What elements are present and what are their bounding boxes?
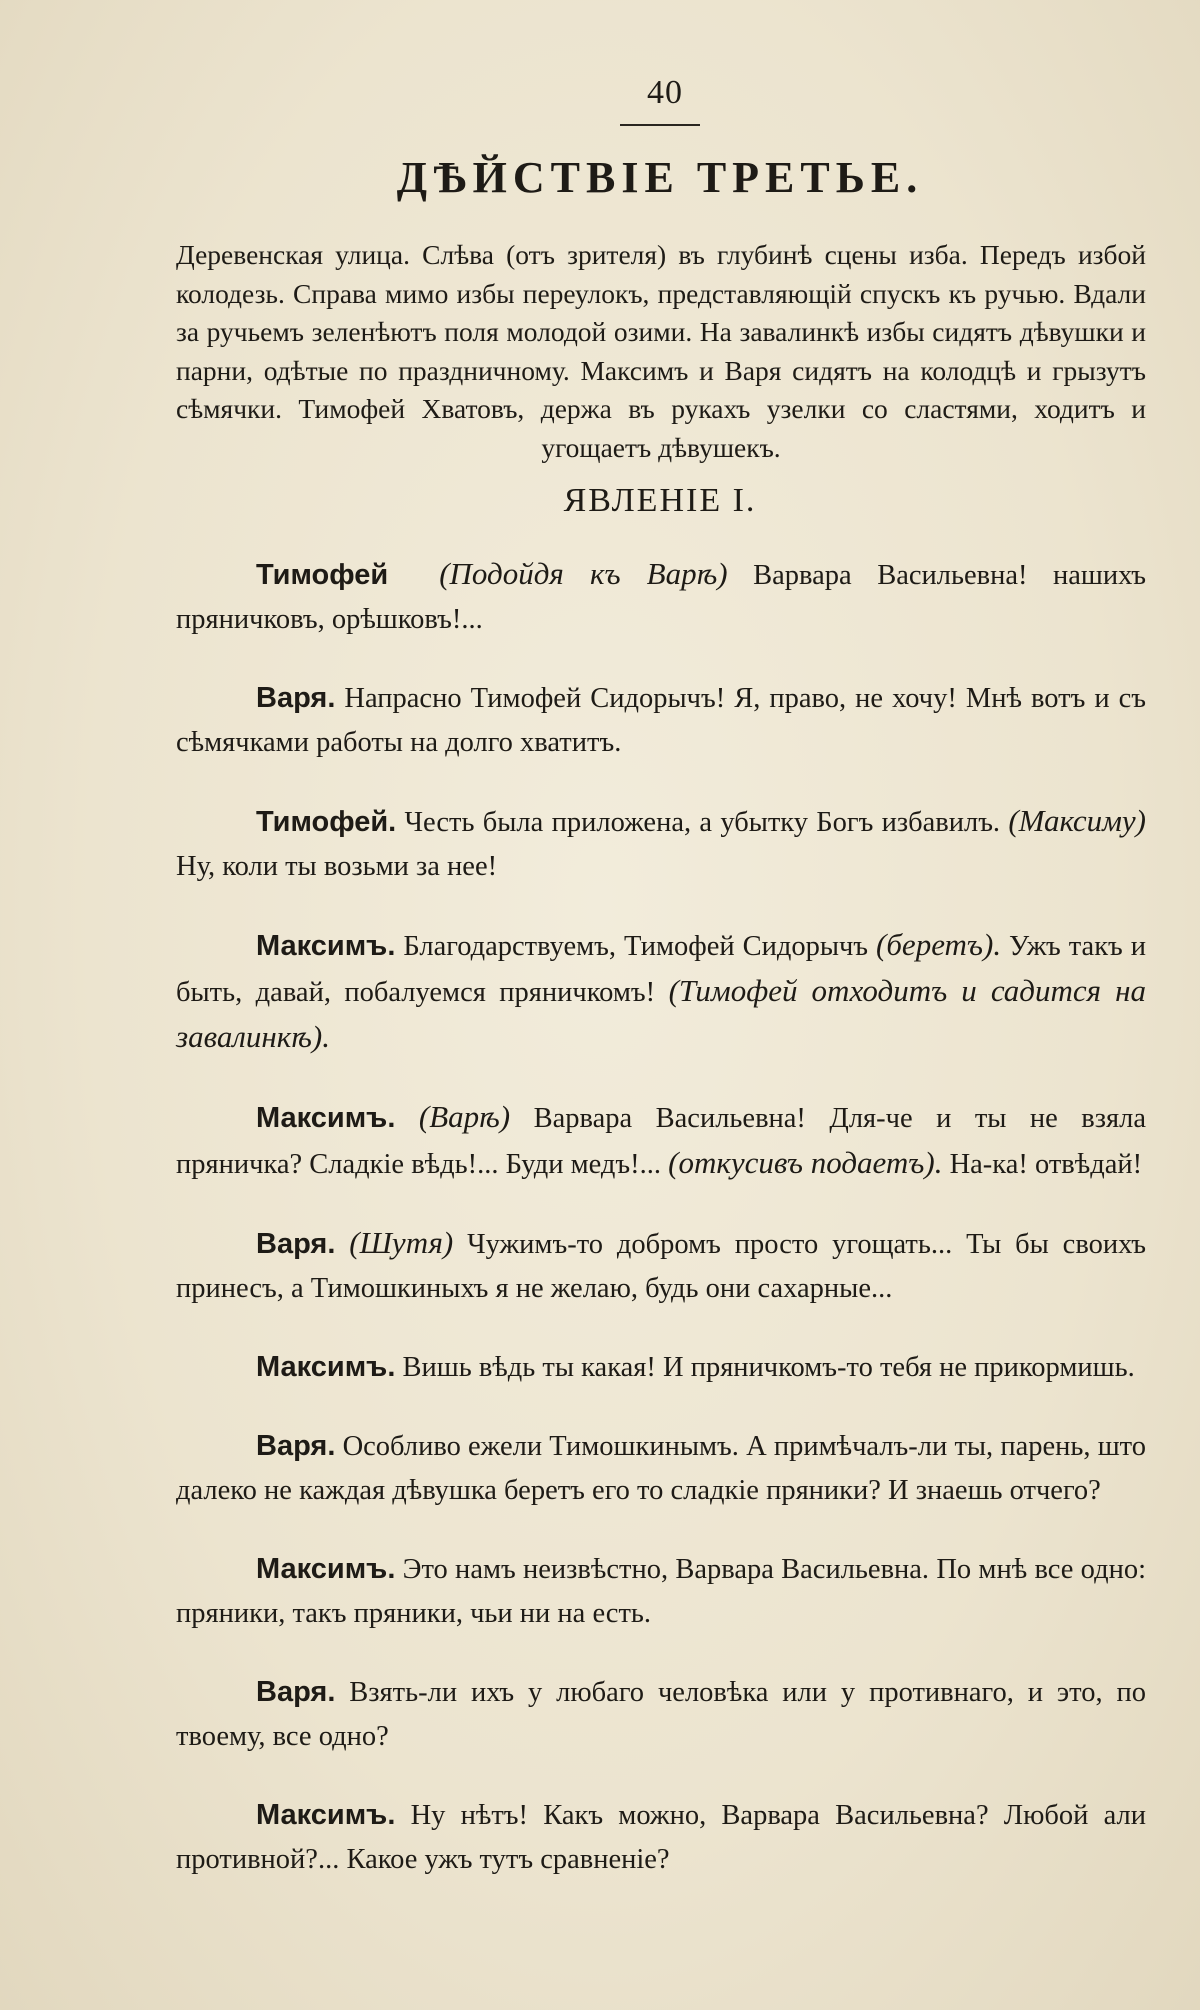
line-text: Благодарствуемъ, Тимофей Сидорычъ	[395, 931, 877, 962]
line-text: На-ка! отвѣдай!	[942, 1149, 1143, 1180]
speaker-name: Максимъ.	[256, 1102, 396, 1134]
line-text: Варвара Васильевна! нашихъ пряничковъ, орѣшковъ!...	[176, 560, 1147, 635]
speaker-name: Тимофей	[256, 559, 389, 591]
dialogue-line	[176, 923, 1146, 1061]
speaker-name: Максимъ.	[256, 930, 396, 962]
line-text: Ну, коли ты возьми за нее!	[176, 851, 498, 882]
stage-note: (Тимофей отходитъ и садится на завалинкѣ).	[176, 973, 1147, 1054]
dialogue-line	[176, 552, 1146, 642]
line-text: Взять-ли ихъ у любаго человѣка или у противнаго, и это, по твоему, все одно?	[176, 1677, 1146, 1752]
speaker-name: Максимъ.	[256, 1799, 396, 1831]
stage-note: (Подойдя къ Варѣ)	[439, 556, 728, 591]
speaker-name: Варя.	[256, 1228, 336, 1260]
act-title: ДѢЙСТВІЕ ТРЕТЬЕ.	[396, 153, 924, 202]
stage-note: (Варѣ)	[418, 1099, 511, 1134]
dialogue-line	[176, 676, 1146, 765]
line-text: Вишь вѣдь ты какая! И пряничкомъ-то тебя не прикормишь.	[395, 1352, 1135, 1383]
line-text: Напрасно Тимофей Сидорычъ! Я, право, не хочу! Мнѣ вотъ и съ сѣмячками работы на долго хватитъ.	[176, 683, 1146, 758]
dialogue	[176, 552, 1146, 1916]
speaker-name: Варя.	[256, 1430, 336, 1462]
stage-direction: Деревенская улица. Слѣва (отъ зрителя) въ глубинѣ сцены изба. Передъ избой колодезь. Справа мимо избы переулокъ, представляющій спускъ къ ручью. Вдали за ручьемъ зеленѣютъ поля молодой озими. На завалинкѣ избы сидятъ дѣвушки и парни, одѣтые по праздничному. Максимъ и Варя сидятъ на колодцѣ и грызутъ сѣмячки. Тимофей Хватовъ, держа въ рукахъ узелки со сластями, ходитъ и угощаетъ дѣвушекъ.	[176, 239, 1146, 463]
line-text: Особливо ежели Тимошкинымъ. А примѣчалъ-ли ты, парень, што далеко не каждая дѣвушка беретъ его то сладкіе пряники? И знаешь отчего?	[176, 1431, 1146, 1506]
speaker-name: Варя.	[256, 1676, 336, 1708]
dialogue-line	[176, 1345, 1146, 1390]
dialogue-line	[176, 1424, 1146, 1513]
dialogue-line	[176, 1221, 1146, 1311]
page-number: 40	[647, 74, 683, 111]
scene-title: ЯВЛЕНІЕ I.	[563, 482, 757, 519]
speaker-name: Максимъ.	[256, 1553, 396, 1585]
stage-note: (откусивъ подаетъ).	[668, 1145, 943, 1180]
stage-note: (Шутя)	[349, 1225, 454, 1260]
line-text: Честь была приложена, а убытку Богъ избавилъ.	[396, 807, 1009, 838]
dialogue-line	[176, 1793, 1146, 1882]
speaker-name: Варя.	[256, 682, 336, 714]
line-text: Чужимъ-то добромъ просто угощать... Ты бы своихъ принесъ, а Тимошкиныхъ я не желаю, будь они сахарные...	[176, 1229, 1147, 1304]
speaker-name: Тимофей.	[256, 806, 397, 838]
line-text: Варвара Васильевна! Для-че и ты не взяла пряничка? Сладкіе вѣдь!... Буди медъ!...	[176, 1103, 1146, 1180]
page-number-rule	[620, 124, 700, 126]
line-text: Ну нѣтъ! Какъ можно, Варвара Васильевна? Любой али противной?... Какое ужъ тутъ сравненіе?	[176, 1800, 1146, 1875]
speaker-name: Максимъ.	[256, 1351, 396, 1383]
dialogue-line	[176, 1670, 1146, 1759]
line-text: Это намъ неизвѣстно, Варвара Васильевна. По мнѣ все одно: пряники, такъ пряники, чьи ни на есть.	[176, 1554, 1146, 1629]
dialogue-line	[176, 1095, 1146, 1187]
stage-note: (Максиму)	[1008, 803, 1146, 838]
dialogue-line	[176, 799, 1146, 889]
line-text: Ужъ такъ и быть, давай, побалуемся пряничкомъ!	[176, 931, 1147, 1008]
dialogue-line	[176, 1547, 1146, 1636]
stage-note: (беретъ).	[876, 927, 1002, 962]
